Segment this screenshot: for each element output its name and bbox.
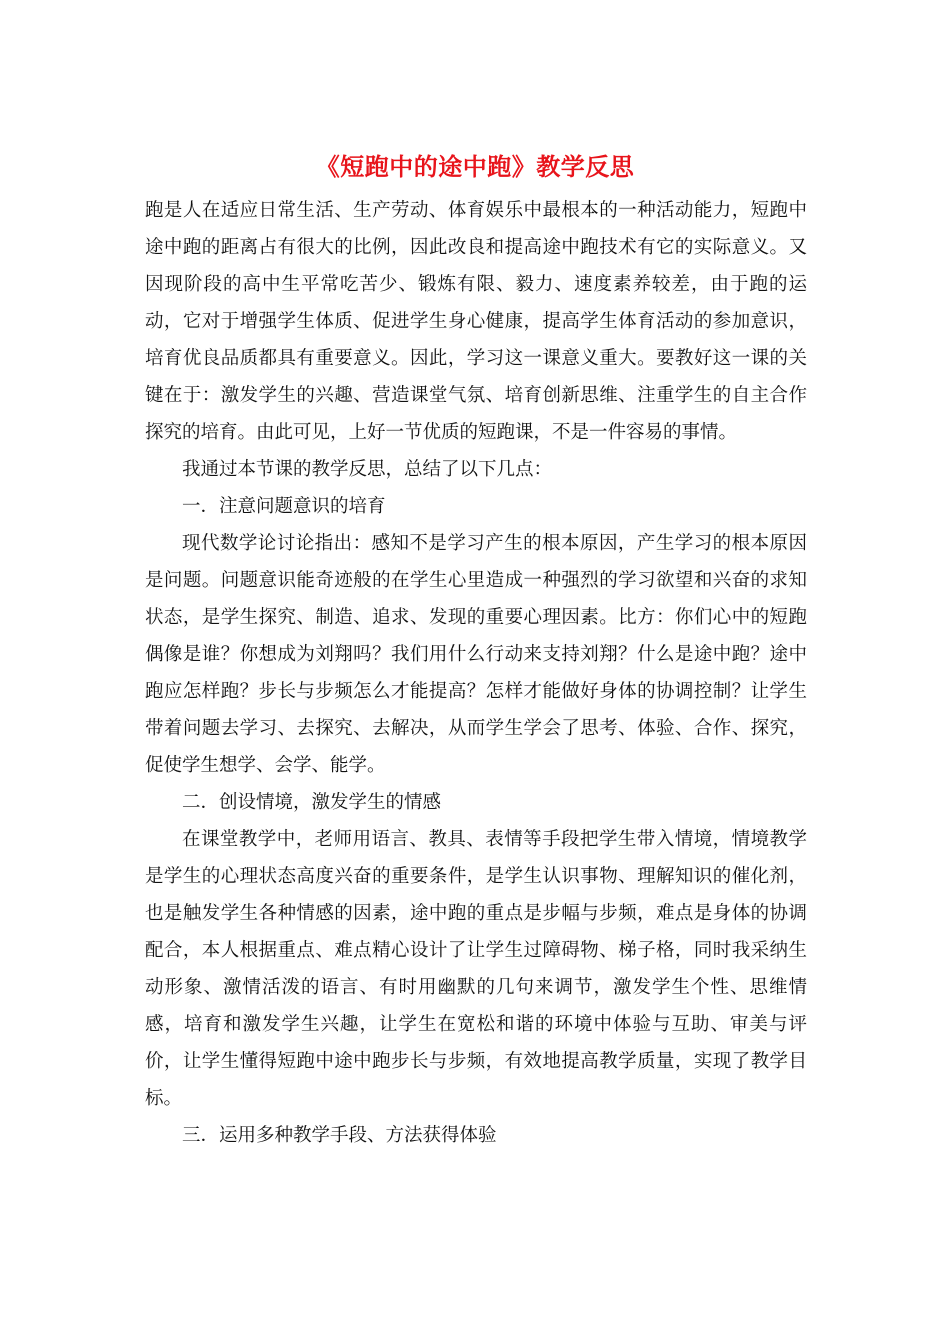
- section-heading-1: 一．注意问题意识的培育: [182, 496, 386, 517]
- paragraph-intro: 跑是人在适应日常生活、生产劳动、体育娱乐中最根本的一种活动能力，短跑中途中跑的距离占有很大的比例，因此改良和提高途中跑技术有它的实际意义。又因现阶段的高中生平常吃苦少、锻炼有限、毅力、速度素养较差，由于跑的运动，它对于增强学生体质、促进学生身心健康，提高学生体育活动的参加意识，培育优良品质都具有重要意义。因此，学习这一课意义重大。要教好这一课的关键在于：激发学生的兴趣、营造课堂气氛、培育创新思维、注重学生的自主合作探究的培育。由此可见，上好一节优质的短跑课，不是一件容易的事情。: [145, 200, 807, 443]
- document-body: [145, 192, 807, 1154]
- paragraph-section-2: 在课堂教学中，老师用语言、教具、表情等手段把学生带入情境，情境教学是学生的心理状态高度兴奋的重要条件，是学生认识事物、理解知识的催化剂，也是触发学生各种情感的因素，途中跑的重点是步幅与步频，难点是身体的协调配合，本人根据重点、难点精心设计了让学生过障碍物、梯子格，同时我采纳生动形象、激情活泼的语言、有时用幽默的几句来调节，激发学生个性、思维情感，培育和激发学生兴趣，让学生在宽松和谐的环境中体验与互助、审美与评价，让学生懂得短跑中途中跑步长与步频，有效地提高教学质量，实现了教学目标。: [145, 829, 807, 1109]
- document-title: 《短跑中的途中跑》教学反思: [315, 152, 635, 181]
- paragraph-section-1: 现代数学论讨论指出：感知不是学习产生的根本原因，产生学习的根本原因是问题。问题意识能奇迹般的在学生心里造成一种强烈的学习欲望和兴奋的求知状态，是学生探究、制造、追求、发现的重要心理因素。比方：你们心中的短跑偶像是谁？你想成为刘翔吗？我们用什么行动来支持刘翔？什么是途中跑？途中跑应怎样跑？步长与步频怎么才能提高？怎样才能做好身体的协调控制？让学生带着问题去学习、去探究、去解决，从而学生学会了思考、体验、合作、探究，促使学生想学、会学、能学。: [145, 533, 807, 776]
- paragraph-summary-lead: 我通过本节课的教学反思，总结了以下几点：: [182, 459, 553, 480]
- section-heading-2: 二．创设情境，激发学生的情感: [182, 792, 442, 813]
- section-heading-3: 三．运用多种教学手段、方法获得体验: [182, 1125, 497, 1146]
